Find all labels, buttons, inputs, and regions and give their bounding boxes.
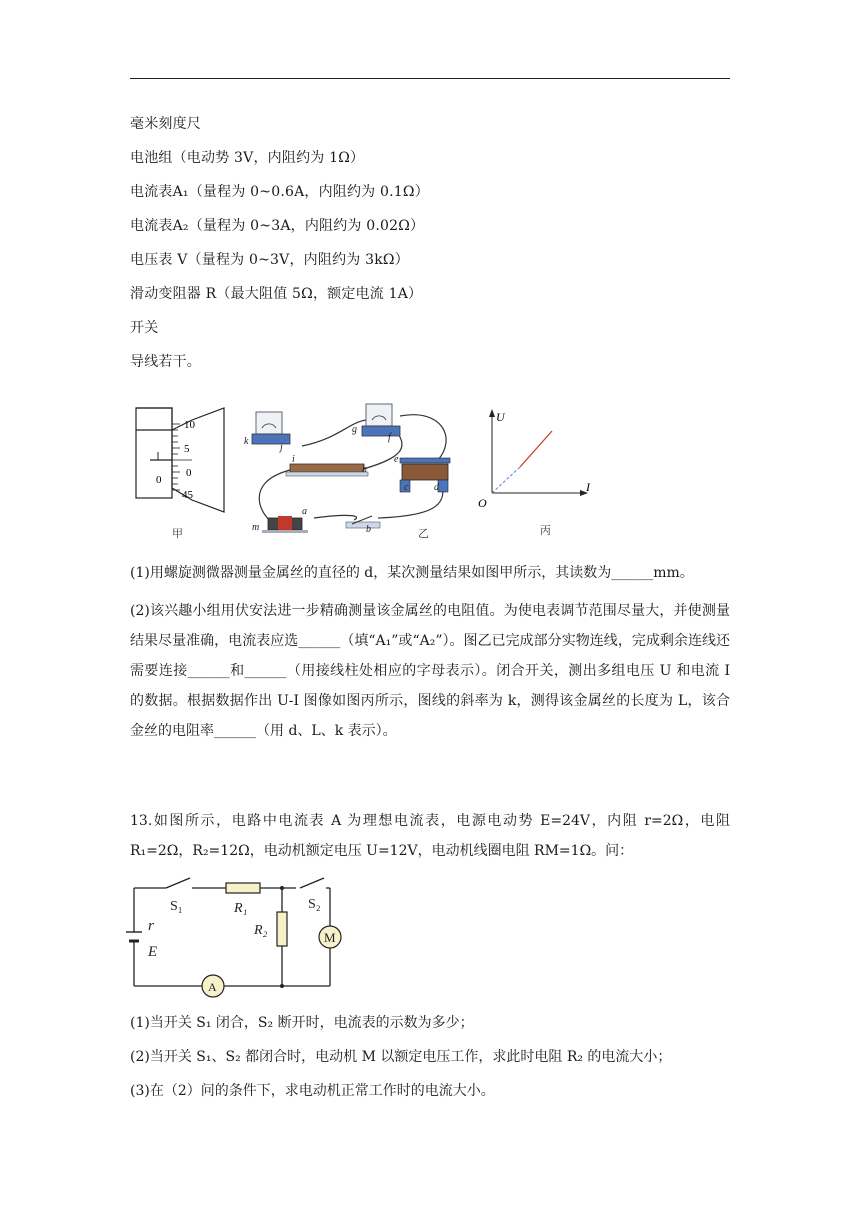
equipment-item: 电压表 V（量程为 0~3V，内阻约为 3kΩ） xyxy=(130,252,409,268)
q13-stem: 13.如图所示，电路中电流表 A 为理想电流表，电源电动势 E=24V，内阻 r=2Ω，电阻 R₁=2Ω，R₂=12Ω，电动机额定电压 U=12V，电动机线圈电阻 RM=1Ω。问： xyxy=(130,813,730,859)
equipment-item: 开关 xyxy=(130,320,159,336)
scale-label: 5 xyxy=(184,443,190,455)
terminal-label: i xyxy=(292,454,295,465)
switch-s1-label: S₁ xyxy=(170,899,183,914)
figure-caption: 甲 xyxy=(172,527,183,540)
equipment-item: 毫米刻度尺 xyxy=(130,116,201,132)
equipment-item: 导线若干。 xyxy=(130,354,201,370)
terminal-label: e xyxy=(394,454,399,465)
physical-circuit-figure xyxy=(242,398,462,538)
motor-label: M xyxy=(324,930,336,945)
scale-label: 10 xyxy=(184,419,195,431)
origin-label: O xyxy=(478,496,487,510)
equipment-item: 电池组（电动势 3V，内阻约为 1Ω） xyxy=(130,150,365,166)
terminal-label: d xyxy=(434,482,439,493)
scale-label: 0 xyxy=(186,467,192,479)
terminal-label: k xyxy=(244,436,249,447)
micrometer-figure xyxy=(132,400,232,540)
terminal-label: m xyxy=(252,522,260,533)
equipment-item: 电流表A₂（量程为 0~3A，内阻约为 0.02Ω） xyxy=(130,218,425,234)
terminal-label: j xyxy=(280,442,283,453)
terminal-label: g xyxy=(352,424,357,435)
resistor-r2-label: R₂ xyxy=(254,923,268,938)
q12-part2: (2)该兴趣小组用伏安法进一步精确测量该金属丝的电阻值。为使电表调节范围尽量大，并使测量结果尽量准确，电流表应选______（填“A₁”或“A₂”）。图乙已完成部分实物连线，完成剩余连线还需要连接______和______（用接线柱处相应的字母表示）。闭合开关，测出多组电压 U 和电流 I 的数据。根据数据作出 U-I 图像如图丙所示，图线的斜率为 k，测得该金属丝的长度为 L，该合金丝的电阻率______（用 d、L、k 表示）。 xyxy=(130,603,730,739)
q12-part1: (1)用螺旋测微器测量金属丝的直径的 d，某次测量结果如图甲所示，其读数为______mm。 xyxy=(130,565,694,581)
main-scale-zero: 0 xyxy=(156,474,162,486)
header-rule xyxy=(130,78,730,79)
figure-caption: 丙 xyxy=(540,524,551,537)
terminal-label: h xyxy=(362,464,367,475)
axis-label-i: I xyxy=(586,480,590,494)
q13-part2: (2)当开关 S₁、S₂ 都闭合时，电动机 M 以额定电压工作，求此时电阻 R₂ 的电流大小； xyxy=(130,1049,672,1065)
terminal-label: f xyxy=(388,432,391,443)
ui-graph-figure xyxy=(474,405,604,510)
switch-s2-label: S₂ xyxy=(308,897,321,912)
terminal-label: b xyxy=(366,524,371,535)
resistor-r1-label: R₁ xyxy=(234,901,248,916)
q13-part3: (3)在（2）问的条件下，求电动机正常工作时的电流大小。 xyxy=(130,1083,495,1099)
axis-label-u: U xyxy=(496,410,505,424)
internal-resistance-label: r xyxy=(148,918,154,934)
circuit-diagram xyxy=(126,872,366,1002)
emf-label: E xyxy=(148,944,158,960)
q13-part1: (1)当开关 S₁ 闭合，S₂ 断开时，电流表的示数为多少； xyxy=(130,1015,474,1031)
terminal-label: c xyxy=(404,482,409,493)
figure-caption: 乙 xyxy=(418,527,429,540)
equipment-item: 滑动变阻器 R（最大阻值 5Ω，额定电流 1A） xyxy=(130,286,423,302)
equipment-item: 电流表A₁（量程为 0~0.6A，内阻约为 0.1Ω） xyxy=(130,184,429,200)
scale-label: 45 xyxy=(182,489,193,501)
ammeter-label: A xyxy=(208,980,217,994)
terminal-label: a xyxy=(302,506,307,517)
